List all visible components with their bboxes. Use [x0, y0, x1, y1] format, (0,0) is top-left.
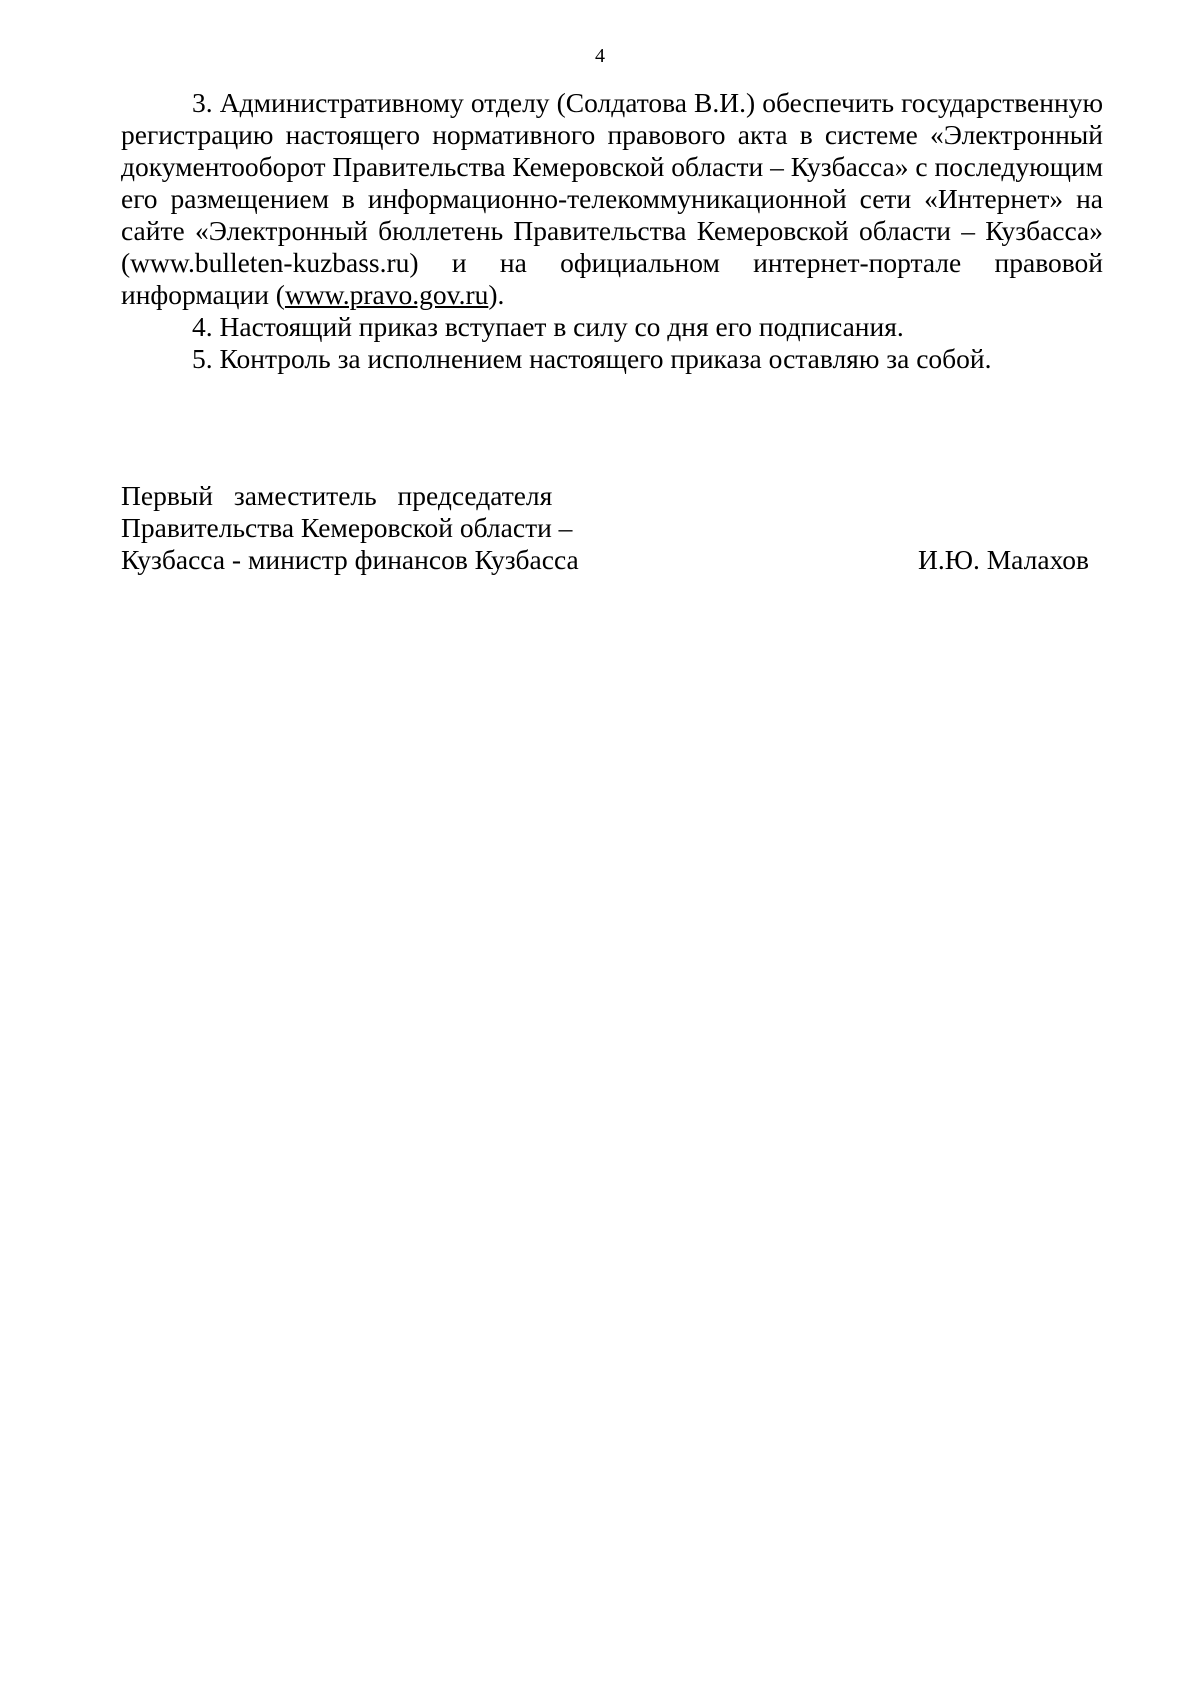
paragraph-5: [121, 343, 1103, 375]
paragraph-4-number: 4.: [192, 311, 213, 342]
pravo-gov-link[interactable]: www.pravo.gov.ru: [284, 279, 489, 310]
paragraph-5-number: 5.: [192, 343, 213, 374]
signature-block: [121, 480, 1103, 576]
paragraph-3-text-end: ).: [488, 279, 505, 310]
paragraph-5-text: Контроль за исполнением настоящего приказа оставляю за собой.: [219, 343, 992, 374]
paragraph-3: [121, 87, 1103, 311]
paragraph-3-number: 3.: [192, 87, 213, 118]
signatory-title: [121, 480, 601, 576]
signatory-name: И.Ю. Малахов: [917, 544, 1089, 575]
signatory-title-line-1: Первый заместитель председателя: [121, 480, 553, 511]
signatory-title-line-2: Правительства Кемеровской области –: [121, 512, 573, 543]
paragraph-4: [121, 311, 1103, 343]
paragraph-3-text: Административному отделу (Солдатова В.И.) обеспечить государственную регистрацию настоящего нормативного правового акта в системе «Электронный документооборот Правительства Кемеровской области – Кузбасса» с последующим его размещением в информационно-телекоммуникационной сети «Интернет» на сайте «Электронный бюллетень Правительства Кемеровской области – Кузбасса» (www.bulleten-kuzbass.ru) и на официальном интернет-портале правовой информации (: [121, 87, 1103, 310]
page-number: 4: [595, 45, 605, 67]
signatory-title-line-3: Кузбасса - министр финансов Кузбасса: [121, 544, 579, 575]
order-body: [121, 87, 1103, 375]
paragraph-4-text: Настоящий приказ вступает в силу со дня его подписания.: [219, 311, 904, 342]
